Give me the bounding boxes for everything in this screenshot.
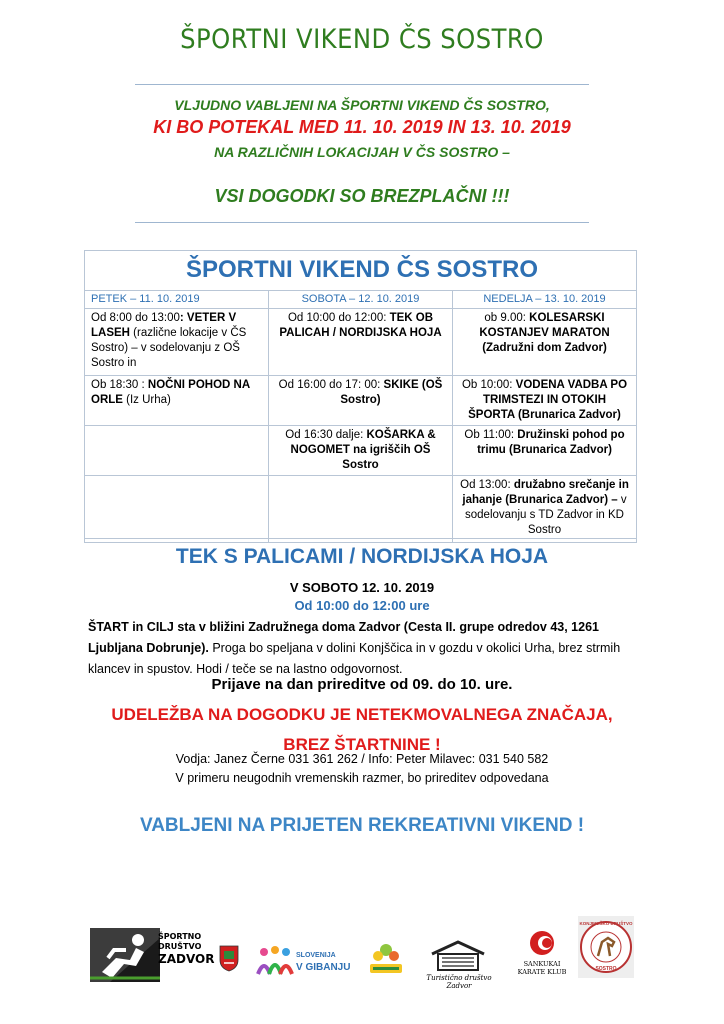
table-row bbox=[85, 476, 637, 543]
coat-of-arms-icon bbox=[218, 944, 240, 972]
logo-text: ŠPORTNO bbox=[158, 932, 202, 941]
logo-text: V GIBANJU bbox=[296, 962, 351, 973]
divider bbox=[135, 84, 589, 85]
free-events-line: VSI DOGODKI SO BREZPLAČNI !!! bbox=[214, 186, 510, 206]
table-cell bbox=[85, 426, 269, 476]
contact-info: Vodja: Janez Černe 031 361 262 / Info: Peter Milavec: 031 540 582 bbox=[175, 752, 549, 766]
closing-message: VABLJENI NA PRIJETEN REKREATIVNI VIKEND ! bbox=[139, 815, 585, 836]
invitation-line: VLJUDNO VABLJENI NA ŠPORTNI VIKEND ČS SOSTRO, bbox=[174, 97, 550, 113]
logo-text: Turistično društvo Zadvor bbox=[426, 974, 492, 990]
column-header-sunday: NEDELJA – 13. 10. 2019 bbox=[453, 291, 637, 309]
turisticno-drustvo-logo bbox=[414, 940, 504, 990]
house-icon bbox=[430, 940, 486, 972]
column-header-saturday: SOBOTA – 12. 10. 2019 bbox=[269, 291, 453, 309]
slovenija-v-gibanju-logo bbox=[256, 944, 366, 980]
table-cell: Od 16:30 dalje: KOŠARKA & NOGOMET na igriščih OŠ Sostro bbox=[269, 426, 453, 476]
table-row bbox=[85, 309, 637, 376]
divider bbox=[135, 222, 589, 223]
schedule-title: ŠPORTNI VIKEND ČS SOSTRO bbox=[185, 256, 539, 283]
logo-text: SANKUKAI bbox=[523, 960, 561, 968]
registration-info: Prijave na dan prireditve od 09. do 10. ure. bbox=[211, 676, 513, 693]
logo-text: SLOVENIJA bbox=[296, 952, 336, 959]
locations-line: NA RAZLIČNIH LOKACIJAH V ČS SOSTRO – bbox=[214, 144, 510, 160]
table-cell: Ob 10:00: VODENA VADBA PO TRIMSTEZI IN OTOKIH ŠPORTA (Brunarica Zadvor) bbox=[453, 376, 637, 426]
table-cell bbox=[85, 476, 269, 543]
table-cell: Od 8:00 do 13:00: VETER V LASEH (različne lokacije v ČS Sostro) – v sodelovanju z OŠ Sostro in bbox=[85, 309, 269, 376]
table-row bbox=[85, 376, 637, 426]
schedule-table bbox=[84, 290, 637, 543]
logo-text: ZADVOR bbox=[158, 952, 215, 966]
table-cell: ob 9.00: KOLESARSKI KOSTANJEV MARATON (Zadružni dom Zadvor) bbox=[453, 309, 637, 376]
weather-notice: V primeru neugodnih vremenskih razmer, bo prireditev odpovedana bbox=[175, 771, 549, 785]
logo-text: KONJENIŠKO DRUŠTVO bbox=[579, 921, 633, 926]
column-header-friday: PETEK – 11. 10. 2019 bbox=[85, 291, 269, 309]
table-cell: Od 13:00: družabno srečanje in jahanje (Brunarica Zadvor) – v sodelovanju s TD Zadvor in KD Sostro bbox=[453, 476, 637, 543]
flower-emblem-icon bbox=[364, 936, 408, 980]
logo-text: KARATE KLUB bbox=[517, 968, 567, 976]
event-date: V SOBOTO 12. 10. 2019 bbox=[289, 580, 435, 595]
free-entry-notice: UDELEŽBA NA DOGODKU JE NETEKMOVALNEGA ZNAČAJA, BREZ ŠTARTNINE ! bbox=[111, 705, 613, 754]
sd-zadvor-logo bbox=[90, 928, 215, 982]
people-icon bbox=[256, 944, 294, 980]
table-cell: Ob 11:00: Družinski pohod po trimu (Brunarica Zadvor) bbox=[453, 426, 637, 476]
table-cell: Od 10:00 do 12:00: TEK OB PALICAH / NORDIJSKA HOJA bbox=[269, 309, 453, 376]
table-cell: Od 16:00 do 17: 00: SKIKE (OŠ Sostro) bbox=[269, 376, 453, 426]
table-cell: Ob 18:30 : NOČNI POHOD NA ORLE (Iz Urha) bbox=[85, 376, 269, 426]
runner-icon bbox=[90, 928, 160, 982]
event-description: ŠTART in CILJ sta v bližini Zadružnega doma Zadvor (Cesta II. grupe odredov 43, 1261 Ljubljana Dobrunje). Proga bo speljana v dolini Konjščica in v gozdu v okolici Urha, brez strmih klancev in spustov. Hodi / teče se na lastno odgovornost. bbox=[88, 620, 621, 676]
event-time: Od 10:00 do 12:00 ure bbox=[294, 598, 430, 613]
table-cell bbox=[269, 476, 453, 543]
event-title: TEK S PALICAMI / NORDIJSKA HOJA bbox=[175, 545, 549, 568]
date-range-line: KI BO POTEKAL MED 11. 10. 2019 IN 13. 10. 2019 bbox=[153, 117, 571, 137]
logo-text: SOSTRO bbox=[595, 966, 617, 972]
page-title: ŠPORTNI VIKEND ČS SOSTRO bbox=[180, 24, 544, 55]
logo-text: DRUŠTVO bbox=[158, 942, 202, 951]
konjenisko-drustvo-logo bbox=[578, 916, 634, 978]
karate-emblem-icon bbox=[529, 930, 555, 956]
table-row bbox=[85, 426, 637, 476]
sankukai-logo bbox=[516, 930, 568, 982]
